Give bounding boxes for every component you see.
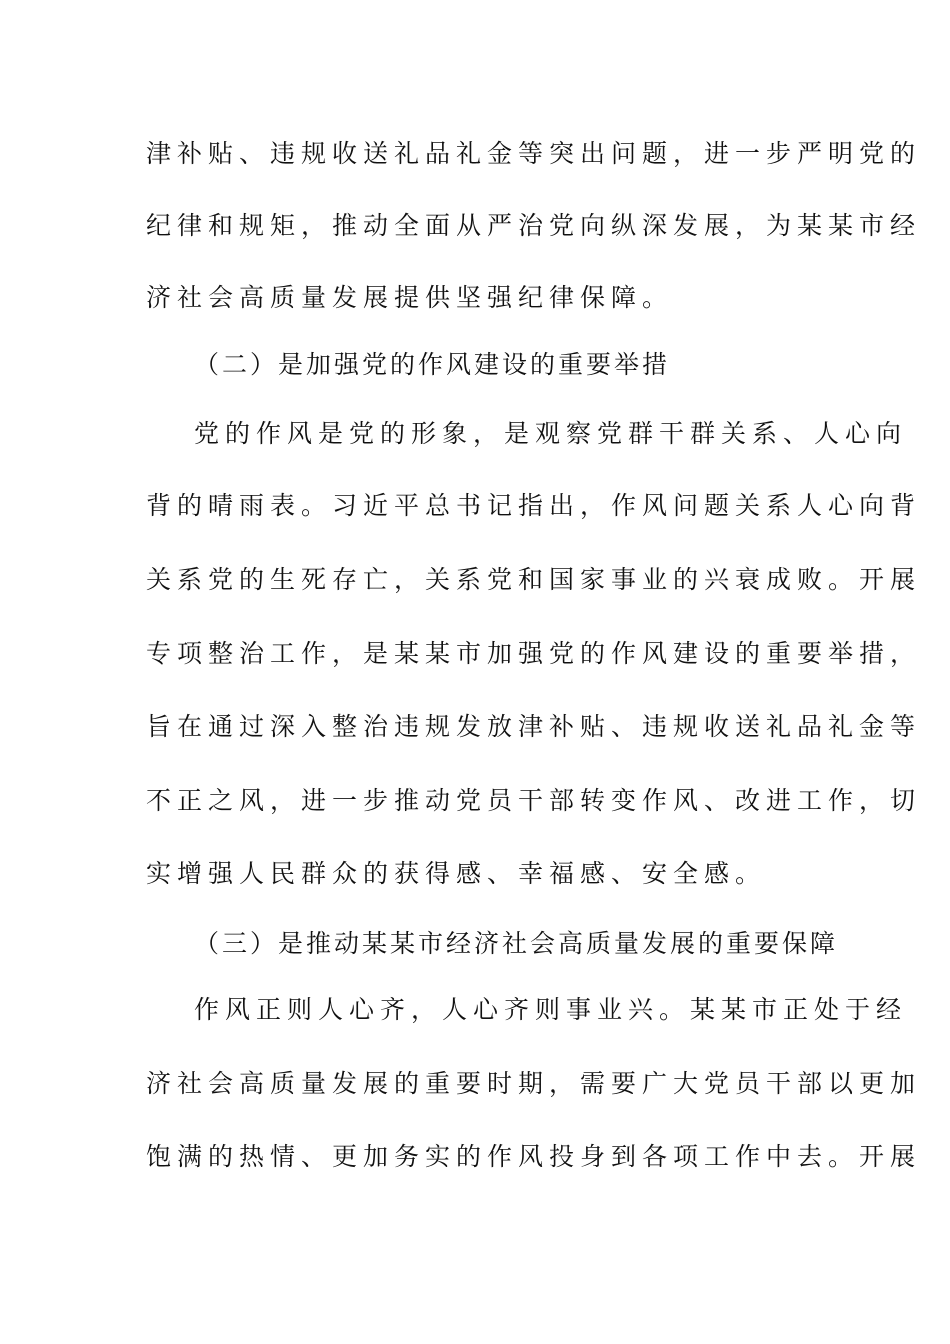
body-text-line: 党的作风是党的形象，是观察党群干群关系、人心向 xyxy=(194,419,908,448)
body-text-line: 津补贴、违规收送礼品礼金等突出问题，进一步严明党的 xyxy=(146,139,922,168)
section-heading-2: （二）是加强党的作风建设的重要举措 xyxy=(194,350,671,379)
body-text-line: 济社会高质量发展的重要时期，需要广大党员干部以更加 xyxy=(146,1069,922,1098)
body-text-line: 饱满的热情、更加务实的作风投身到各项工作中去。开展 xyxy=(146,1142,922,1171)
section-heading-3: （三）是推动某某市经济社会高质量发展的重要保障 xyxy=(194,929,839,958)
body-text-line: 济社会高质量发展提供坚强纪律保障。 xyxy=(146,283,674,312)
body-text-line: 纪律和规矩，推动全面从严治党向纵深发展，为某某市经 xyxy=(146,211,922,240)
body-text-line: 作风正则人心齐，人心齐则事业兴。某某市正处于经 xyxy=(194,995,908,1024)
body-text-line: 实增强人民群众的获得感、幸福感、安全感。 xyxy=(146,859,767,888)
body-text-line: 专项整治工作，是某某市加强党的作风建设的重要举措， xyxy=(146,639,922,668)
body-text-line: 不正之风，进一步推动党员干部转变作风、改进工作，切 xyxy=(146,786,922,815)
body-text-line: 背的晴雨表。习近平总书记指出，作风问题关系人心向背 xyxy=(146,491,922,520)
body-text-line: 旨在通过深入整治违规发放津补贴、违规收送礼品礼金等 xyxy=(146,712,922,741)
body-text-line: 关系党的生死存亡，关系党和国家事业的兴衰成败。开展 xyxy=(146,565,922,594)
